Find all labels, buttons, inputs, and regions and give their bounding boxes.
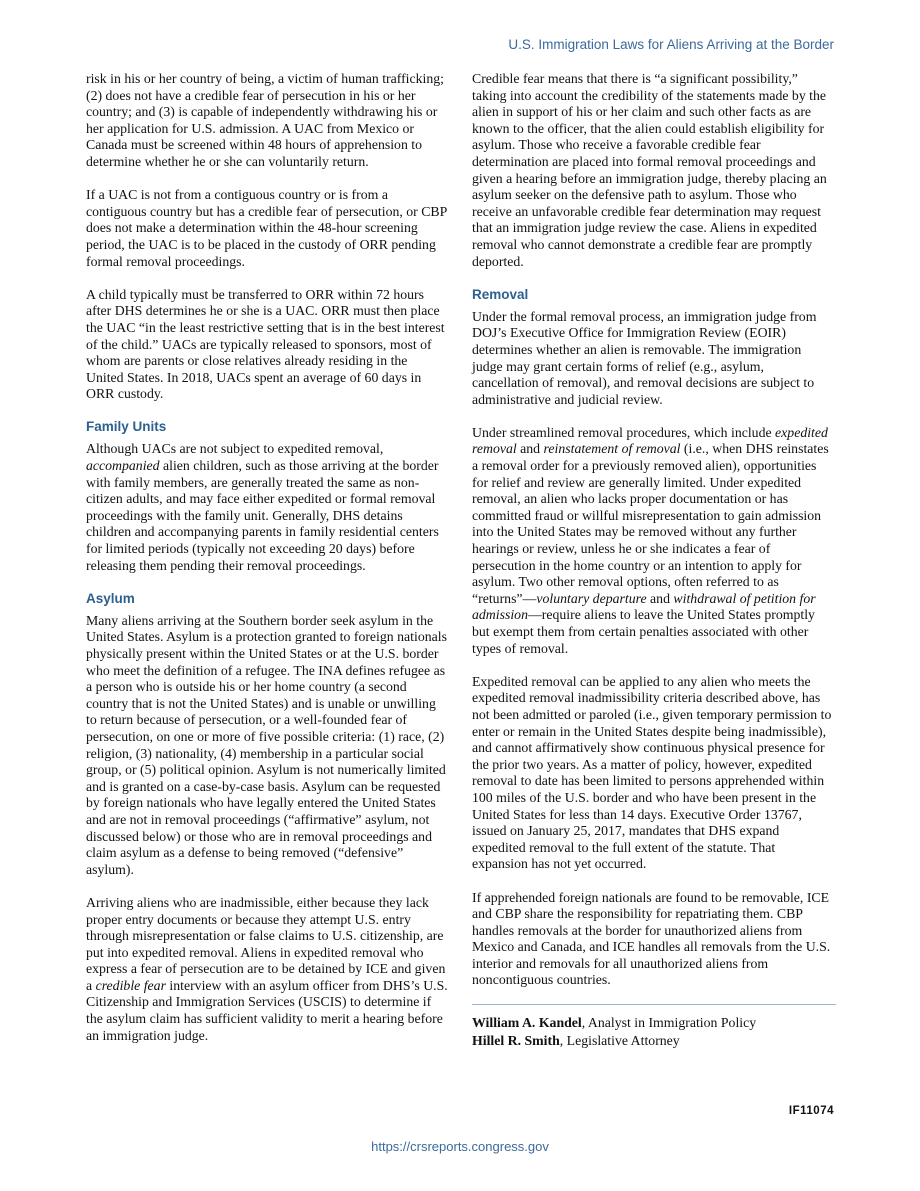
repatriation-paragraph: If apprehended foreign nationals are found to be removable, ICE and CBP share the responsibility for repatriating them. CBP handles removals at the border for unauthorized aliens from Mexico and Canada, and ICE handles all removals from the U.S. interior and removals for all unauthorized aliens from noncontiguous countries. [472, 889, 831, 988]
asylum-definition-paragraph: Many aliens arriving at the Southern border seek asylum in the United States. Asylum is a protection granted to foreign nationals physically present within the United States or at the U.S. border who meet the definition of a refugee. The INA defines refugee as a person who is outside his or her home country (a second country that is not the United States) and is unable or unwilling to return because of persecution, or a well-founded fear of persecution, on one or more of five possible criteria: (1) race, (2) religion, (3) nationality, (4) membership in a particular social group, or (5) political opinion. Asylum is not numerically limited and is granted on a case-by-case basis. Asylum can be requested by foreign nationals who have legally entered the United States and are not in removal proceedings (“affirmative” asylum, not discussed below) or those who are in removal proceedings and claim asylum as a defense to being removed (“defensive” asylum). [86, 612, 447, 877]
removal-heading: Removal [472, 286, 529, 302]
footer-url-link[interactable]: https://crsreports.congress.gov [371, 1139, 549, 1154]
family-units-heading: Family Units [86, 419, 167, 435]
running-header: U.S. Immigration Laws for Aliens Arriving at the Border [508, 37, 834, 52]
credible-fear-paragraph: Credible fear means that there is “a significant possibility,” taking into account the credibility of the statements made by the alien in support of his or her claim and such other facts as are known to the officer, that the alien could establish eligibility for asylum. Those who receive a favorable credible fear determination are placed into formal removal proceedings and given a hearing before an immigration judge, thereby placing an asylum seeker on the defensive path to asylum. Those who receive an unfavorable credible fear determination may request that an immigration judge review the case. Aliens in expedited removal who cannot demonstrate a credible fear are promptly deported. [472, 71, 827, 269]
formal-removal-paragraph: Under the formal removal process, an immigration judge from DOJ’s Executive Office for Immigration Review (EOIR) determines whether an alien is removable. The immigration judge may grant certain forms of relief (e.g., asylum, cancellation of removal), and removal decisions are subject to administrative and judicial review. [472, 308, 817, 407]
asylum-heading: Asylum [86, 590, 135, 606]
right-column [472, 71, 834, 1050]
uac-custody-paragraph: If a UAC is not from a contiguous country or is from a contiguous country but has a credible fear of persecution, or CBP does not make a determination within the 48-hour screening period, the UAC is to be placed in the custody of ORR pending formal removal proceedings. [86, 187, 447, 269]
family-units-paragraph: Although UACs are not subject to expedited removal, accompanied alien children, such as those arriving at the border with family members, are generally treated the same as non-citizen adults, and may face either expedited or formal removal proceedings with the family unit. Generally, DHS detains children and accompanying parents in family residential centers for limited periods (typically not exceeding 20 days) before releasing them pending their removal proceedings. [86, 441, 439, 573]
document-id: IF11074 [788, 1105, 834, 1117]
left-column [86, 71, 448, 1061]
expedited-removal-paragraph: Expedited removal can be applied to any alien who meets the expedited removal inadmissibility criteria described above, has not been admitted or paroled (i.e., given temporary permission to enter or remain in the United States despite being inadmissible), and cannot affirmatively show continuous physical presence for the prior two years. As a matter of policy, however, expedited removal to date has been limited to persons apprehended within 100 miles of the U.S. border and who have been present in the United States for less than 14 days. Executive Order 13767, issued on January 25, 2017, mandates that DHS expand expedited removal to the full extent of the statute. That expansion has not yet occurred. [472, 673, 832, 872]
author-line: Hillel R. Smith, Legislative Attorney [472, 1032, 680, 1048]
arriving-aliens-paragraph: Arriving aliens who are inadmissible, either because they lack proper entry documents or because they attempt U.S. entry through misrepresentation or false claims to U.S. citizenship, are put into expedited removal. Aliens in expedited removal who express a fear of persecution are to be detained by ICE and given a credible fear interview with an asylum officer from DHS’s U.S. Citizenship and Immigration Services (USCIS) to determine if the asylum claim has sufficient validity to merit a hearing before an immigration judge. [86, 894, 448, 1043]
author-block [472, 1004, 836, 1050]
uac-screening-paragraph: risk in his or her country of being, a victim of human trafficking; (2) does not have a credible fear of persecution in his or her country; and (3) is capable of independently withdrawing his or her application for U.S. admission. A UAC from Mexico or Canada must be screened within 48 hours of apprehension to determine whether he or she can voluntarily return. [86, 71, 444, 169]
streamlined-removal-paragraph: Under streamlined removal procedures, which include expedited removal and reinstatement of removal (i.e., when DHS reinstates a removal order for a previously removed alien), opportunities for relief and review are generally limited. Under expedited removal, an alien who lacks proper documentation or has committed fraud or willful misrepresentation to gain admission into the United States may be removed without any further hearings or review, unless he or she indicates a fear of persecution in the home country or an intention to apply for asylum. Two other removal options, often referred to as “returns”—voluntary departure and withdrawal of petition for admission—require aliens to leave the United States promptly but exempt them from certain penalties associated with other types of removal. [472, 424, 829, 656]
author-line: William A. Kandel, Analyst in Immigration Policy [472, 1014, 757, 1030]
orr-transfer-paragraph: A child typically must be transferred to ORR within 72 hours after DHS determines he or she is a UAC. ORR must then place the UAC “in the least restrictive setting that is in the best interest of the child.” UACs are typically released to sponsors, most of whom are parents or close relatives already residing in the United States. In 2018, UACs spent an average of 60 days in ORR custody. [86, 286, 445, 402]
